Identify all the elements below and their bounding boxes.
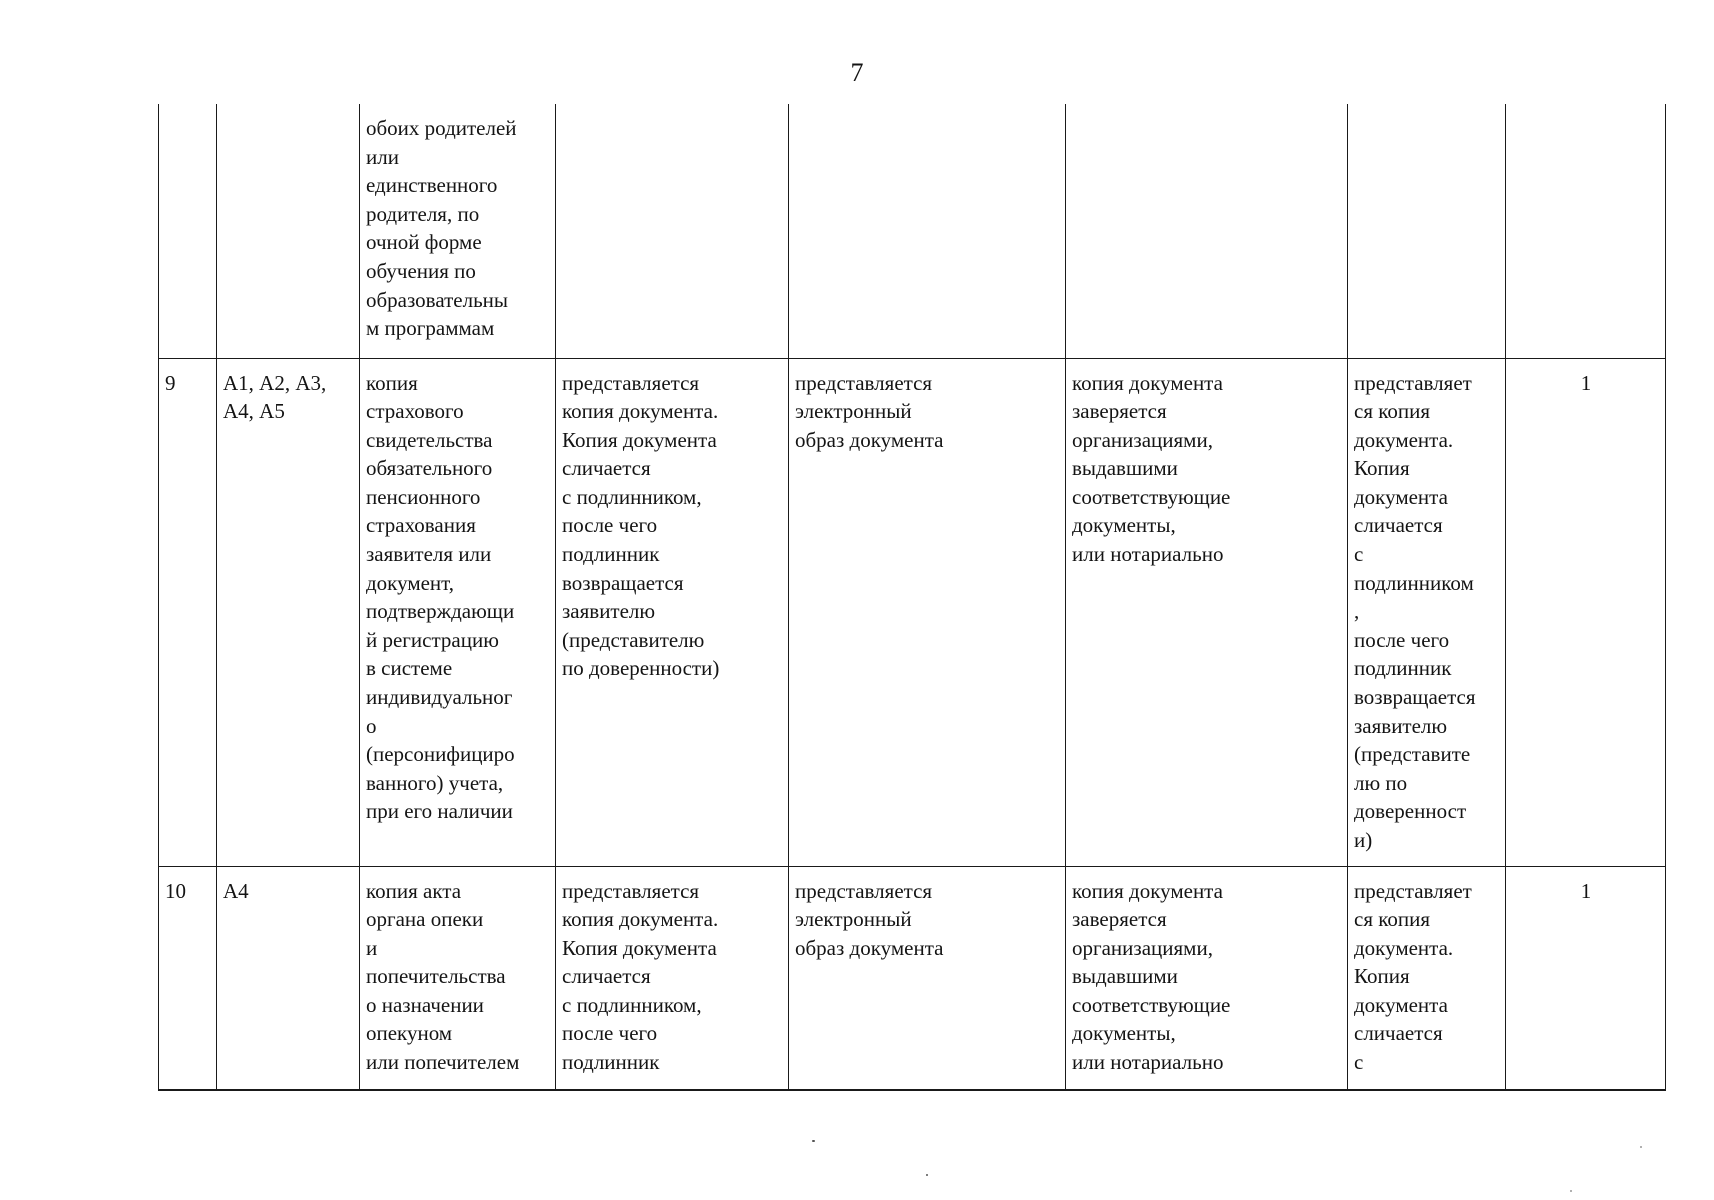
document-name: копия акта органа опеки и попечительства о назначении опекуном или попечителем xyxy=(366,878,520,1075)
document-name: обоих родителей или единственного родителя, по очной форме обучения по образовательны м программам xyxy=(366,116,517,341)
scan-speck xyxy=(1570,1190,1572,1192)
electronic-submission-cell xyxy=(789,358,1066,866)
row-number-cell xyxy=(159,866,217,1090)
personal-submission-text: представляется копия документа. Копия документа сличается с подлинником, после чего подлинник xyxy=(562,878,719,1075)
copies-count-cell xyxy=(1506,866,1666,1090)
personal-submission-cell xyxy=(556,866,789,1090)
electronic-submission-cell xyxy=(789,104,1066,358)
certification-text: копия документа заверяется организациями, выдавшими соответствующие документы, или нотариально xyxy=(1072,878,1231,1075)
copies-count-cell xyxy=(1506,104,1666,358)
certification-cell xyxy=(1066,104,1348,358)
certification-cell xyxy=(1066,358,1348,866)
document-name: копия страхового свидетельства обязательного пенсионного страхования заявителя или документ, подтверждающи й регистрацию в системе индивидуальног о (персонифициро ванного) учета, при его наличии xyxy=(366,370,515,824)
row-number-cell xyxy=(159,104,217,358)
page-number: 7 xyxy=(850,58,864,87)
row-number: 9 xyxy=(165,370,176,395)
copies-count-cell xyxy=(1506,358,1666,866)
table-row xyxy=(159,358,1666,866)
applicant-category-cell xyxy=(217,104,360,358)
mail-submission-text: представляет ся копия документа. Копия документа сличается с xyxy=(1354,878,1472,1075)
electronic-submission-text: представляется электронный образ документа xyxy=(795,878,944,960)
table-row xyxy=(159,866,1666,1090)
documents-table xyxy=(158,104,1666,1091)
mail-submission-cell xyxy=(1348,866,1506,1090)
certification-text: копия документа заверяется организациями, выдавшими соответствующие документы, или нотариально xyxy=(1072,370,1231,567)
applicant-category-cell xyxy=(217,358,360,866)
personal-submission-cell xyxy=(556,104,789,358)
document-name-cell xyxy=(360,866,556,1090)
certification-cell xyxy=(1066,866,1348,1090)
mail-submission-cell xyxy=(1348,104,1506,358)
row-number: 10 xyxy=(165,878,186,903)
applicant-category: А1, А2, А3, А4, А5 xyxy=(223,370,327,424)
personal-submission-cell xyxy=(556,358,789,866)
scan-speck xyxy=(926,1174,928,1176)
mail-submission-cell xyxy=(1348,358,1506,866)
copies-count: 1 xyxy=(1580,878,1592,903)
applicant-category: А4 xyxy=(223,878,249,903)
mail-submission-text: представляет ся копия документа. Копия документа сличается с подлинником , после чего подлинник возвращается заявителю (представите лю по доверенност и) xyxy=(1354,370,1476,852)
electronic-submission-text: представляется электронный образ документа xyxy=(795,370,944,452)
scan-speck xyxy=(1640,1146,1642,1148)
table-row xyxy=(159,104,1666,358)
electronic-submission-cell xyxy=(789,866,1066,1090)
document-name-cell xyxy=(360,104,556,358)
copies-count: 1 xyxy=(1580,370,1592,395)
scan-speck xyxy=(812,1140,815,1142)
document-name-cell xyxy=(360,358,556,866)
personal-submission-text: представляется копия документа. Копия документа сличается с подлинником, после чего подлинник возвращается заявителю (представителю по доверенности) xyxy=(562,370,720,681)
row-number-cell xyxy=(159,358,217,866)
applicant-category-cell xyxy=(217,866,360,1090)
